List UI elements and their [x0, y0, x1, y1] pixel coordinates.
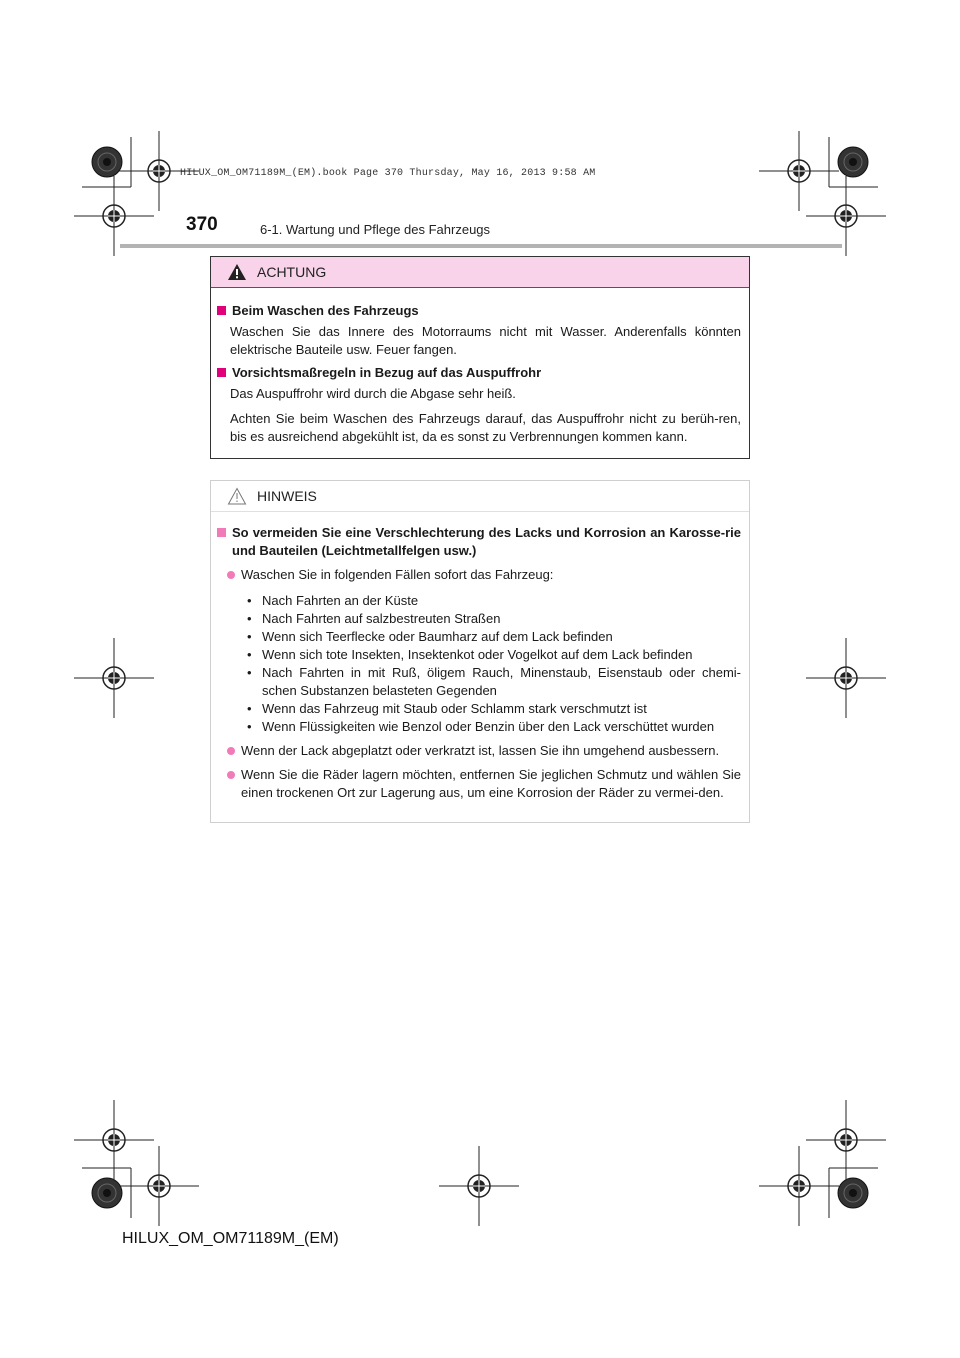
list-item: • Nach Fahrten in mit Ruß, öligem Rauch, Minenstaub, Eisenstaub oder chemi-schen Substanzen belasteten Gegenden	[247, 665, 741, 698]
achtung-title: ACHTUNG	[257, 264, 327, 280]
hinweis-title: HINWEIS	[257, 488, 317, 504]
page-number: 370	[186, 214, 218, 235]
achtung-paragraph: Achten Sie beim Waschen des Fahrzeugs darauf, das Auspuffrohr nicht zu berüh-ren, bis es ausreichend abgekühlt ist, da es sonst zu Verbrennungen kommen kann.	[230, 411, 741, 444]
list-item: • Nach Fahrten an der Küste	[247, 593, 419, 608]
list-item: • Wenn sich tote Insekten, Insektenkot oder Vogelkot auf dem Lack befinden	[247, 647, 693, 662]
list-item: • Wenn das Fahrzeug mit Staub oder Schlamm stark verschmutzt ist	[247, 701, 647, 716]
achtung-paragraph: Das Auspuffrohr wird durch die Abgase sehr heiß.	[230, 386, 516, 401]
list-item: • Wenn Flüssigkeiten wie Benzol oder Benzin über den Lack verschüttet wurden	[247, 719, 715, 734]
hinweis-heading: So vermeiden Sie eine Verschlechterung des Lacks und Korrosion an Karosse-rie und Bauteilen (Leichtmetallfelgen usw.)	[217, 524, 741, 560]
achtung-heading-exhaust: Vorsichtsmaßregeln in Bezug auf das Auspuffrohr	[217, 364, 741, 382]
section-title: 6-1. Wartung und Pflege des Fahrzeugs	[260, 222, 491, 237]
hinweis-bullet: Waschen Sie in folgenden Fällen sofort das Fahrzeug:	[217, 566, 741, 584]
list-item: • Nach Fahrten auf salzbestreuten Straßen	[247, 611, 501, 626]
list-item: • Wenn sich Teerflecke oder Baumharz auf dem Lack befinden	[247, 629, 613, 644]
hinweis-bullet: Wenn der Lack abgeplatzt oder verkratzt ist, lassen Sie ihn umgehend ausbessern.	[217, 742, 741, 760]
achtung-heading-washing: Beim Waschen des Fahrzeugs	[217, 302, 741, 320]
print-header: HILUX_OM_OM71189M_(EM).book Page 370 Thursday, May 16, 2013 9:58 AM	[180, 168, 596, 179]
footer-book-code: HILUX_OM_OM71189M_(EM)	[122, 1230, 339, 1247]
hinweis-bullet: Wenn Sie die Räder lagern möchten, entfernen Sie jeglichen Schmutz und wählen Sie einen trockenen Ort zur Lagerung aus, um eine Korrosion der Räder zu vermei-den.	[217, 766, 741, 802]
achtung-paragraph: Waschen Sie das Innere des Motorraums nicht mit Wasser. Anderenfalls könnten elektrische Bauteile usw. Feuer fangen.	[230, 324, 741, 357]
